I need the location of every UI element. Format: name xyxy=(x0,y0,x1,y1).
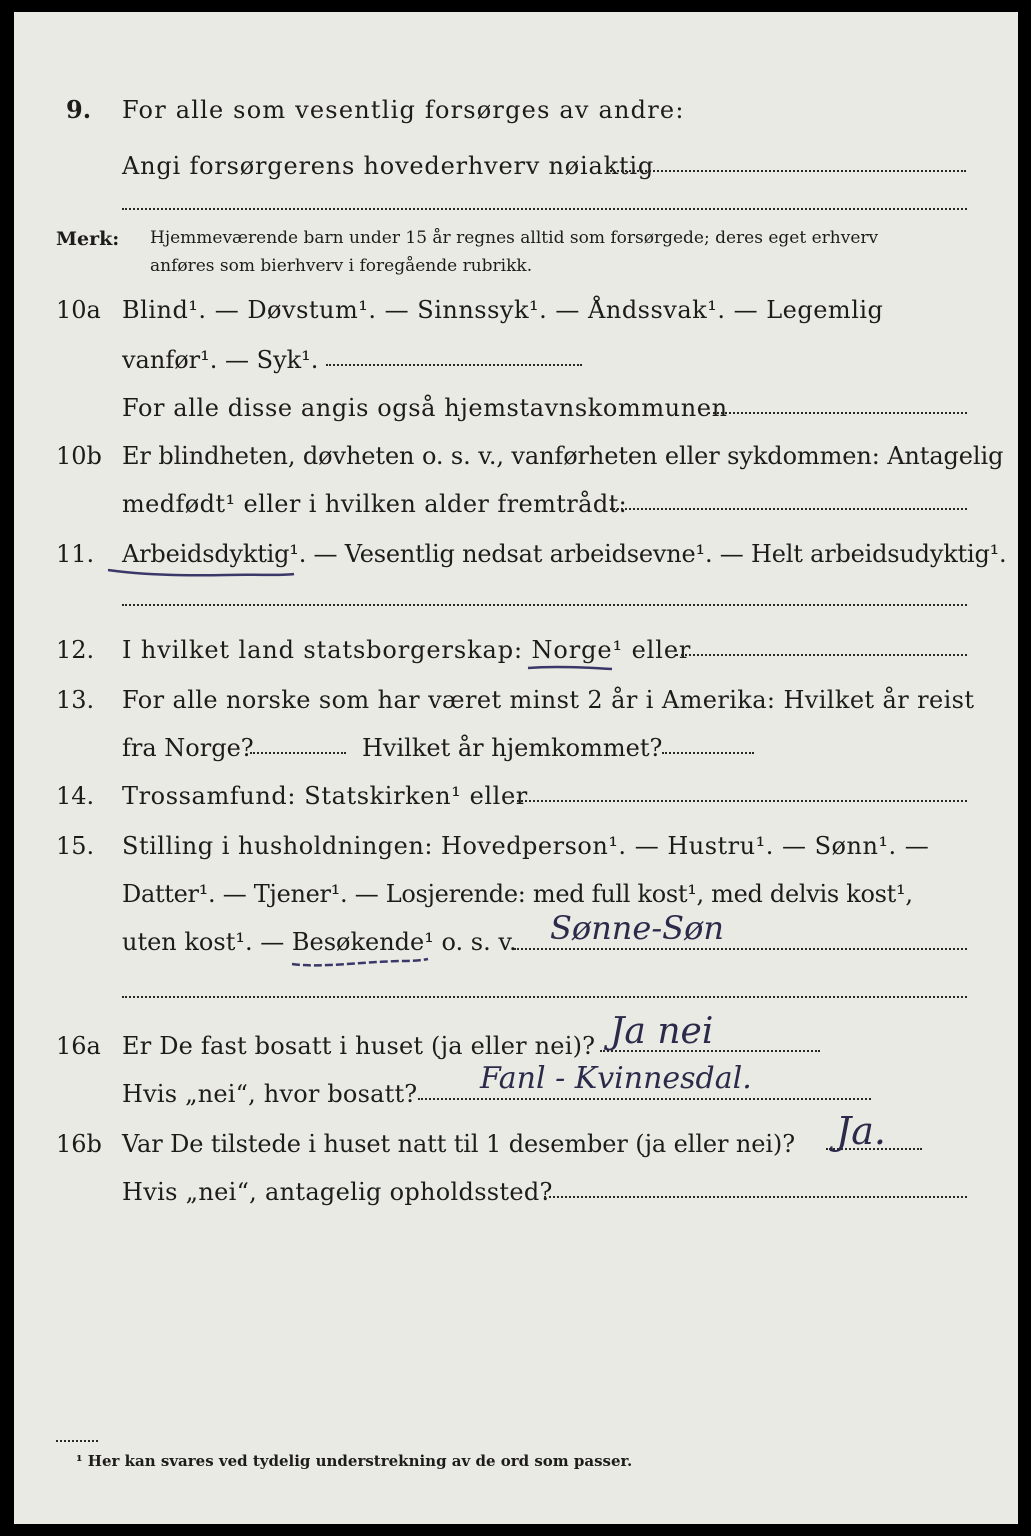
merk-label: Merk: xyxy=(56,228,120,250)
q10a-line2: vanfør¹. — Syk¹. xyxy=(122,346,319,374)
q10a-syk-field[interactable] xyxy=(326,364,582,366)
q16a-number: 16a xyxy=(56,1032,101,1060)
merk-line2: anføres som bierhverv i foregående rubrikk. xyxy=(150,256,533,276)
q16b-line1: Var De tilstede i huset natt til 1 desember (ja eller nei)? xyxy=(122,1130,795,1158)
q10b-number: 10b xyxy=(56,442,102,470)
q14-line1: Trossamfund: Statskirken¹ eller xyxy=(122,782,528,810)
q16b-opholdssted-field[interactable] xyxy=(544,1196,967,1198)
q15-number: 15. xyxy=(56,832,95,860)
q13-reist-field[interactable] xyxy=(250,752,346,754)
q9-number: 9. xyxy=(66,95,92,124)
q11-line1: Arbeidsdyktig¹. — Vesentlig nedsat arbeidsevne¹. — Helt arbeidsudyktig¹. xyxy=(122,540,1007,568)
q10a-hjemstavn-field[interactable] xyxy=(708,412,967,414)
q9-line2: Angi forsørgerens hovederhverv nøiaktig xyxy=(122,152,655,180)
q9-answer-field[interactable] xyxy=(610,170,966,172)
q10b-answer-field[interactable] xyxy=(610,508,967,510)
q13-line2a: fra Norge? xyxy=(122,734,254,762)
q10a-line3: For alle disse angis også hjemstavnskommunen xyxy=(122,394,728,422)
q16b-number: 16b xyxy=(56,1130,102,1158)
q16a-line2: Hvis „nei“, hvor bosatt? xyxy=(122,1080,418,1108)
q16a-bosatt-field[interactable] xyxy=(418,1098,871,1100)
q11-number: 11. xyxy=(56,540,95,568)
q12-line1: I hvilket land statsborgerskap: Norge¹ eller xyxy=(122,636,692,664)
merk-line1: Hjemmeværende barn under 15 år regnes alltid som forsørgede; deres eget erhverv xyxy=(150,228,879,248)
section-divider xyxy=(122,604,967,606)
underline-arbeidsdyktig xyxy=(106,562,296,582)
q13-line1: For alle norske som har været minst 2 år i Amerika: Hvilket år reist xyxy=(122,686,975,714)
q16b-line2: Hvis „nei“, antagelig opholdssted? xyxy=(122,1178,553,1206)
q13-hjemkommet-field[interactable] xyxy=(662,752,754,754)
footnote-separator xyxy=(56,1440,98,1442)
q15-line3: uten kost¹. — Besøkende¹ o. s. v. xyxy=(122,928,517,956)
q10a-number: 10a xyxy=(56,296,101,324)
underline-norge xyxy=(526,662,616,676)
q9-line1: For alle som vesentlig forsørges av andre: xyxy=(122,96,685,124)
q12-answer-field[interactable] xyxy=(676,654,967,656)
q16a-handwritten-bosatt: Fanl - Kvinnesdal. xyxy=(480,1061,752,1096)
q15-answer-field[interactable] xyxy=(514,948,967,950)
q12-number: 12. xyxy=(56,636,95,664)
footnote: ¹ Her kan svares ved tydelig understrekning av de ord som passer. xyxy=(76,1452,633,1470)
q15-line1: Stilling i husholdningen: Hovedperson¹. — Hustru¹. — Sønn¹. — xyxy=(122,832,930,860)
q16b-handwritten-answer: Ja. xyxy=(836,1109,886,1153)
census-form-page xyxy=(14,12,1018,1524)
q14-number: 14. xyxy=(56,782,95,810)
q10a-line1: Blind¹. — Døvstum¹. — Sinnssyk¹. — Åndssvak¹. — Legemlig xyxy=(122,296,884,324)
section-divider xyxy=(122,996,967,998)
q15-line2: Datter¹. — Tjener¹. — Losjerende: med full kost¹, med delvis kost¹, xyxy=(122,880,913,908)
q15-handwritten-answer: Sønne-Søn xyxy=(550,909,724,947)
q16a-handwritten-answer: Ja nei xyxy=(610,1011,714,1052)
underline-besokende xyxy=(290,952,430,972)
q10b-line2: medfødt¹ eller i hvilken alder fremtrådt: xyxy=(122,490,628,518)
q16a-line1: Er De fast bosatt i huset (ja eller nei)? xyxy=(122,1032,596,1060)
q10b-line1: Er blindheten, døvheten o. s. v., vanførheten eller sykdommen: Antagelig xyxy=(122,442,1004,470)
q14-answer-field[interactable] xyxy=(512,800,967,802)
q13-line2b: Hvilket år hjemkommet? xyxy=(362,734,663,762)
q13-number: 13. xyxy=(56,686,95,714)
section-divider xyxy=(122,208,967,210)
